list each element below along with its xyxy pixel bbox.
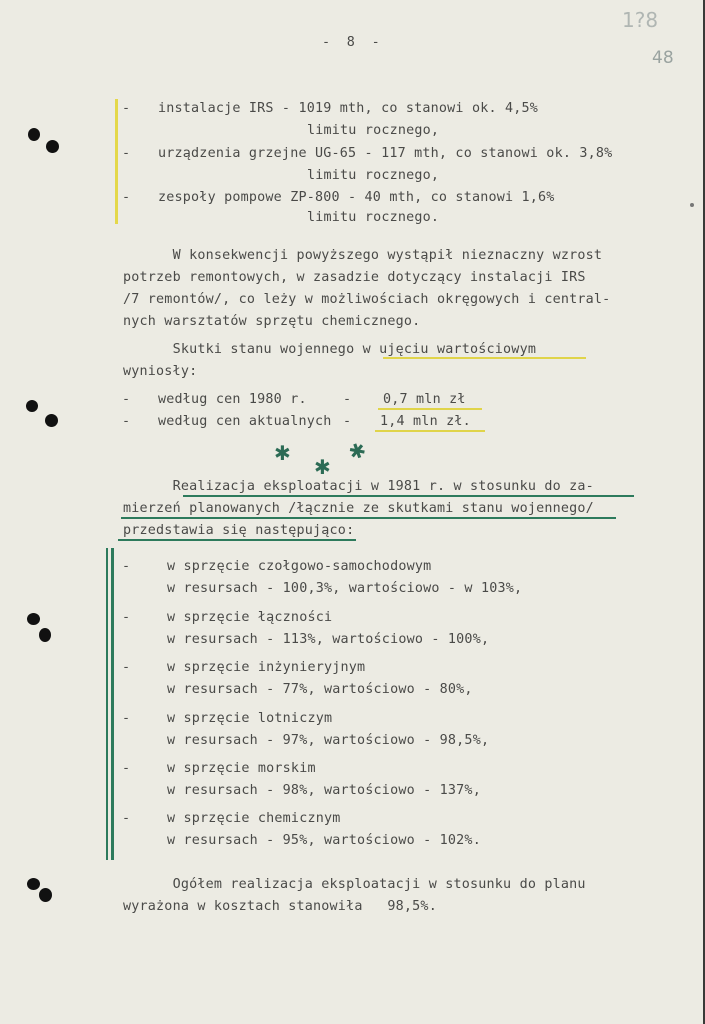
punch-hole: [46, 140, 59, 153]
list-item-line1: w sprzęcie lotniczym: [167, 711, 333, 726]
green-underline: [121, 517, 616, 519]
list-item-line2: w resursach - 113%, wartościowo - 100%,: [167, 632, 490, 647]
punch-hole: [28, 128, 40, 141]
cost-value: 1,4 mln zł.: [380, 414, 471, 429]
list-item-line2: w resursach - 97%, wartościowo - 98,5%,: [167, 733, 490, 748]
list-bullet: -: [122, 190, 131, 205]
punch-hole: [39, 888, 52, 902]
dust-speck: [690, 203, 694, 207]
green-margin-line: [106, 548, 108, 860]
green-underline: [183, 495, 634, 497]
list-bullet: -: [122, 559, 131, 574]
paragraph-text: Skutki stanu wojennego: [123, 342, 363, 357]
paragraph-line: mierzeń planowanych /łącznie ze skutkami stanu wojennego/: [123, 501, 594, 516]
list-bullet: -: [122, 101, 131, 116]
green-margin-line: [111, 548, 114, 860]
list-item-line1: instalacje IRS - 1019 mth, co stanowi ok. 4,5%: [158, 101, 539, 116]
list-item-line1: urządzenia grzejne UG-65 - 117 mth, co stanowi ok. 3,8%: [158, 146, 613, 161]
yellow-underline: [383, 357, 586, 359]
list-item-line2: w resursach - 77%, wartościowo - 80%,: [167, 682, 473, 697]
list-bullet: -: [122, 392, 131, 407]
punch-hole: [39, 628, 51, 642]
yellow-margin-line: [115, 99, 118, 224]
punch-hole: [27, 613, 40, 625]
highlighted-phrase: w ujęciu wartościowym: [362, 342, 537, 357]
list-bullet: -: [122, 711, 131, 726]
paragraph-line: Realizacja eksploatacji w 1981 r. w stosunku do za-: [123, 479, 594, 494]
list-bullet: -: [122, 146, 131, 161]
list-item-line1: w sprzęcie łączności: [167, 610, 333, 625]
list-item-line2: w resursach - 95%, wartościowo - 102%.: [167, 833, 481, 848]
archive-number-top: 1?8: [622, 8, 659, 32]
paragraph-line: przedstawia się następująco:: [123, 523, 355, 538]
list-item-line2: w resursach - 98%, wartościowo - 137%,: [167, 783, 481, 798]
yellow-underline: [378, 408, 482, 410]
paragraph-line: Ogółem realizacja eksploatacji w stosunku do planu: [123, 877, 586, 892]
list-item-line2: limitu rocznego.: [307, 210, 440, 225]
punch-hole: [45, 414, 58, 427]
list-item-line2: limitu rocznego,: [307, 168, 440, 183]
punch-hole: [27, 878, 40, 890]
cost-label: według cen 1980 r.: [158, 392, 307, 407]
list-bullet: -: [122, 610, 131, 625]
asterisk-mark: ✱: [314, 455, 331, 479]
asterisk-mark: ✱: [345, 436, 370, 466]
paragraph-line: W konsekwencji powyższego wystąpił nieznaczny wzrost: [123, 248, 603, 263]
list-bullet: -: [122, 811, 131, 826]
paragraph-line: wyrażona w kosztach stanowiła 98,5%.: [123, 899, 437, 914]
paragraph-line: /7 remontów/, co leży w możliwościach okręgowych i central-: [123, 292, 611, 307]
paragraph-line: potrzeb remontowych, w zasadzie dotyczący instalacji IRS: [123, 270, 586, 285]
list-item-line2: w resursach - 100,3%, wartościowo - w 103%,: [167, 581, 523, 596]
cost-label: według cen aktualnych: [158, 414, 332, 429]
list-bullet: -: [122, 761, 131, 776]
list-item-line1: w sprzęcie czołgowo-samochodowym: [167, 559, 432, 574]
paragraph-line: wyniosły:: [123, 364, 198, 379]
cost-dash: -: [343, 392, 352, 407]
paragraph-line: [123, 342, 536, 358]
asterisk-mark: ✱: [274, 441, 291, 465]
punch-hole: [26, 400, 38, 412]
paragraph-line: nych warsztatów sprzętu chemicznego.: [123, 314, 421, 329]
list-bullet: -: [122, 660, 131, 675]
archive-number-second: 48: [652, 48, 674, 68]
list-item-line2: limitu rocznego,: [307, 123, 440, 138]
list-bullet: -: [122, 414, 131, 429]
cost-value: 0,7 mln zł: [383, 392, 466, 407]
yellow-underline: [375, 430, 485, 432]
cost-dash: -: [343, 414, 352, 429]
green-underline: [118, 539, 356, 541]
list-item-line1: w sprzęcie chemicznym: [167, 811, 341, 826]
page-number: - 8 -: [322, 35, 380, 50]
list-item-line1: w sprzęcie inżynieryjnym: [167, 660, 366, 675]
list-item-line1: w sprzęcie morskim: [167, 761, 316, 776]
list-item-line1: zespoły pompowe ZP-800 - 40 mth, co stanowi 1,6%: [158, 190, 555, 205]
